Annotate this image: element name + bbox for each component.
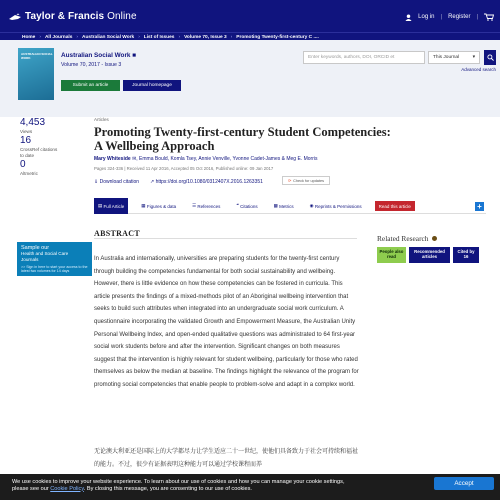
breadcrumb-bar xyxy=(0,32,500,40)
info-icon[interactable] xyxy=(432,236,437,241)
tab-metrics[interactable]: ▩ Metrics xyxy=(273,203,294,209)
download-citation-link[interactable]: ⇓ Download citation xyxy=(94,179,140,185)
chevron-right-icon: › xyxy=(76,34,79,40)
site-logo[interactable] xyxy=(8,11,137,22)
brand-name: Taylor & Francis Online xyxy=(25,11,137,22)
cookie-text-line1: We use cookies to improve your website experience. To learn about our use of cookies and how you can manage your cookie settings, xyxy=(12,479,345,485)
search-icon xyxy=(487,54,494,61)
tab-cited-by[interactable]: Cited by 16 xyxy=(453,247,479,263)
altmetric-count: 0 xyxy=(20,159,26,170)
cover-title: AUSTRALIAN SOCIAL WORK xyxy=(21,52,53,60)
publication-info: Pages 324-336 | Received 11 Apr 2016, Accepted 05 Oct 2016, Published online: 09 Jan 2017 xyxy=(94,166,274,171)
doi-link[interactable]: ↗ https://doi.org/10.1080/0312407X.2016.1263351 xyxy=(150,179,263,185)
search-scope-value: This Journal xyxy=(433,55,460,60)
search-input[interactable] xyxy=(303,51,425,64)
breadcrumb-journal[interactable]: Australian Social Work xyxy=(82,34,135,40)
user-icon xyxy=(405,14,412,21)
chevron-right-icon: › xyxy=(138,34,140,40)
list-icon: ☰ xyxy=(192,203,197,208)
tab-citations[interactable]: ❝ Citations xyxy=(236,203,258,209)
tab-full-article[interactable]: ▤ Full Article xyxy=(94,198,128,214)
breadcrumb-issues[interactable]: List of Issues xyxy=(143,34,175,40)
cookie-policy-link[interactable]: Cookie Policy xyxy=(50,485,84,492)
related-tabs xyxy=(377,247,479,263)
promo-small-text: >> Sign in here to start your access to the latest two volumes for 14 days xyxy=(21,265,88,274)
divider: | xyxy=(440,14,443,20)
doc-icon: ▤ xyxy=(98,203,103,208)
divider: | xyxy=(476,14,478,20)
article-title: Promoting Twenty-first-century Student Competencies: A Wellbeing Approach xyxy=(94,125,391,153)
search-scope-select[interactable] xyxy=(428,51,480,64)
rss-icon[interactable]: ■ xyxy=(132,52,137,59)
accept-cookies-button[interactable]: Accept xyxy=(434,477,494,490)
breadcrumb-home[interactable]: Home xyxy=(22,34,36,40)
mail-icon[interactable]: ✉ xyxy=(132,156,137,162)
quote-icon: ❝ xyxy=(236,203,239,208)
abstract-text: In Australia and internationally, universities are preparing students for the twenty-first century through building the competencies fundamental for both social sustainability and wellbeing. However, there is little evidence on how these competencies can be fostered in curricula. This article presents the findings of a mixed-methods pilot of an Aboriginal wellbeing intervention that seeks to build such attributes when integrated into an undergraduate social work curriculum. A questionnaire incorporating the validated Growth and Empowerment Measure, the Australian Unity Personal Wellbeing Index, and open-ended qualitative questions was administrated to 64 first-year social work students before and after the intervention. Significant changes on both measures suggest that the intervention is highly relevant for student wellbeing, particularly for those who rated themselves as below the median at baseline. The findings highlight the relevance of the program for promoting social competencies that enable people to problem-solve and adapt in a complex world. xyxy=(94,256,359,388)
check-for-updates-button[interactable]: ⟳ Check for updates xyxy=(282,176,330,185)
download-icon: ⇓ xyxy=(94,179,99,185)
article-type: Articles xyxy=(94,117,109,122)
journal-volume[interactable]: Volume 70, 2017 - Issue 3 xyxy=(61,62,122,68)
altmetric-label[interactable]: Altmetric xyxy=(20,171,38,176)
chevron-right-icon: › xyxy=(230,34,233,40)
cookie-text-line2: please see our Cookie Policy. By closing this message, you are consenting to our use of cookies. xyxy=(12,485,252,492)
tab-people-also-read[interactable]: People also read xyxy=(377,247,406,263)
login-link[interactable]: Log in xyxy=(418,14,435,20)
tab-figures[interactable]: ▦ Figures & data xyxy=(141,203,177,209)
promo-line2: Health and Social Care xyxy=(21,251,69,256)
image-icon: ▦ xyxy=(141,203,146,208)
lamp-icon xyxy=(8,13,22,21)
bars-icon: ▩ xyxy=(273,203,278,208)
citations-label[interactable]: CrossRef citations to date xyxy=(20,147,58,158)
search-button[interactable] xyxy=(484,50,496,65)
related-research-heading: Related Research xyxy=(377,234,437,243)
promo-banner[interactable] xyxy=(17,242,92,276)
breadcrumb-current: Promoting Twenty-first-century C .... xyxy=(236,34,319,40)
abstract-text-chinese: 无论澳大利亚还是国际上的大学都尽力让学生适应二十一世纪，使他们具备致力于社会可持续和福祉的能力。不过，很少有证据表明这种能力可以通过学校课程而养 xyxy=(94,449,359,468)
promo-line1: Sample our xyxy=(21,245,50,251)
chevron-right-icon: › xyxy=(178,34,181,40)
promo-line3: Journals xyxy=(21,257,39,262)
author-list xyxy=(94,156,394,162)
lock-icon: ◉ xyxy=(309,203,314,208)
author-first[interactable]: Mary Whiteside xyxy=(94,156,131,162)
views-count: 4,453 xyxy=(20,117,46,128)
refresh-icon: ⟳ xyxy=(287,179,292,183)
citations-count: 16 xyxy=(20,135,32,146)
account-links xyxy=(405,13,494,21)
read-article-button[interactable]: Read this article xyxy=(375,201,415,211)
plus-icon[interactable]: + xyxy=(475,202,484,211)
author-rest[interactable]: , Emma Bould, Komla Tsey, Annie Venville, Yvonne Cadet-James & Meg E. Morris xyxy=(136,156,318,162)
cookie-banner xyxy=(0,474,500,500)
abstract-heading: ABSTRACT xyxy=(94,229,140,238)
chevron-down-icon: ▾ xyxy=(472,55,475,60)
tab-references[interactable]: ☰ References xyxy=(192,203,221,209)
abstract-divider xyxy=(94,238,357,239)
tab-recommended-articles[interactable]: Recommended articles xyxy=(409,247,450,263)
submit-article-button[interactable]: Submit an article xyxy=(61,80,120,91)
link-icon: ↗ xyxy=(150,179,155,185)
article-tabs xyxy=(94,198,415,214)
journal-title[interactable]: Australian Social Work ■ xyxy=(61,52,137,59)
breadcrumb-volume[interactable]: Volume 70, Issue 3 xyxy=(184,34,227,40)
search-placeholder: Enter keywords, authors, DOI, ORCID et xyxy=(308,55,395,60)
site-header xyxy=(0,0,500,32)
tab-reprints[interactable]: ◉ Reprints & Permissions xyxy=(309,203,362,209)
breadcrumb-all-journals[interactable]: All Journals xyxy=(44,34,73,40)
views-label: Views xyxy=(20,129,33,134)
journal-homepage-button[interactable]: Journal homepage xyxy=(123,80,181,91)
register-link[interactable]: Register xyxy=(448,14,471,20)
cart-icon[interactable] xyxy=(484,13,494,21)
chevron-right-icon: › xyxy=(39,34,41,40)
advanced-search-link[interactable]: Advanced search xyxy=(461,67,496,72)
journal-cover[interactable] xyxy=(18,48,54,100)
